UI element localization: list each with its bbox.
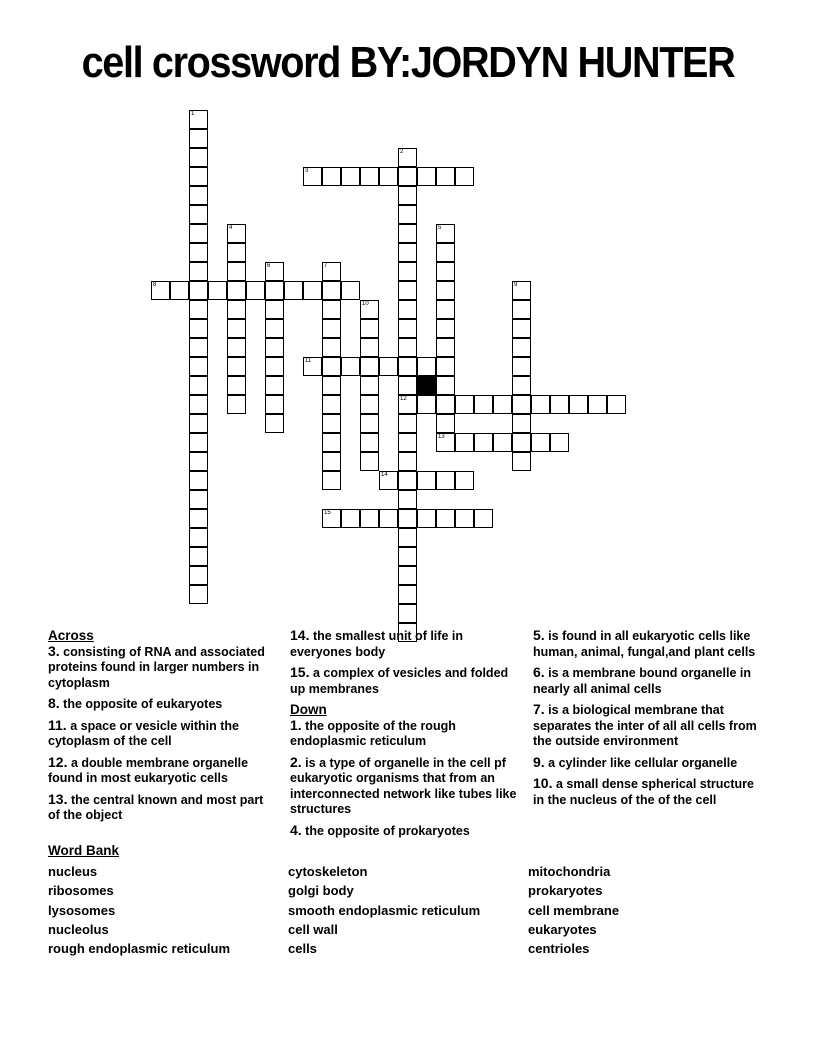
grid-cell[interactable] xyxy=(189,281,208,300)
grid-cell[interactable] xyxy=(436,319,455,338)
grid-cell[interactable] xyxy=(474,509,493,528)
grid-cell[interactable] xyxy=(455,471,474,490)
clue-across-11 xyxy=(48,718,270,750)
clue-across-3 xyxy=(48,644,270,692)
grid-cell[interactable] xyxy=(265,319,284,338)
word-bank-item: centrioles xyxy=(528,941,590,957)
word-bank-item: lysosomes xyxy=(48,902,116,918)
grid-cell[interactable] xyxy=(379,167,398,186)
grid-clue-number: 10 xyxy=(362,301,369,307)
grid-cell[interactable] xyxy=(341,281,360,300)
clue-number: 2. xyxy=(290,753,302,770)
grid-cell[interactable] xyxy=(398,167,417,186)
word-bank-item: cell wall xyxy=(288,921,338,937)
grid-cell[interactable] xyxy=(398,338,417,357)
grid-cell[interactable] xyxy=(398,281,417,300)
grid-cell[interactable] xyxy=(189,224,208,243)
word-bank-item: mitochondria xyxy=(528,864,611,879)
clue-number: 10. xyxy=(533,775,553,791)
grid-clue-number: 1 xyxy=(191,111,195,117)
grid-cell[interactable] xyxy=(398,300,417,319)
grid-cell[interactable] xyxy=(227,262,246,281)
grid-clue-number: 2 xyxy=(400,149,404,155)
grid-clue-number: 12 xyxy=(400,396,407,402)
grid-cell[interactable] xyxy=(303,281,322,300)
grid-clue-number: 4 xyxy=(229,225,233,231)
grid-cell[interactable] xyxy=(493,433,512,452)
clue-down-1 xyxy=(290,718,522,750)
grid-cell[interactable] xyxy=(417,509,436,528)
grid-cell[interactable] xyxy=(398,376,417,395)
grid-cell[interactable] xyxy=(398,357,417,376)
clue-text: a small dense spherical structure in the nucleus of the of the cell xyxy=(533,777,754,807)
clue-across-12 xyxy=(48,755,270,787)
grid-cell[interactable] xyxy=(379,357,398,376)
grid-cell[interactable] xyxy=(189,186,208,205)
across-heading: Across xyxy=(48,628,94,643)
grid-clue-number: 11 xyxy=(305,358,312,364)
clue-number: 15. xyxy=(290,664,310,680)
grid-cell[interactable] xyxy=(265,281,284,300)
grid-cell[interactable] xyxy=(398,433,417,452)
grid-cell[interactable] xyxy=(379,509,398,528)
grid-cell[interactable] xyxy=(265,376,284,395)
grid-cell[interactable] xyxy=(227,243,246,262)
grid-cell[interactable] xyxy=(246,281,265,300)
clue-text: consisting of RNA and associated proteins found in larger numbers in cytoplasm xyxy=(48,644,265,690)
grid-cell[interactable] xyxy=(189,547,208,566)
clue-text: is a biological membrane that separates the inter of all all cells from the outside environment xyxy=(533,703,757,748)
grid-cell[interactable] xyxy=(398,604,417,623)
word-bank-item: golgi body xyxy=(288,883,354,899)
clue-number: 13. xyxy=(48,790,68,807)
grid-cell[interactable] xyxy=(398,547,417,566)
grid-cell[interactable] xyxy=(436,509,455,528)
grid-cell[interactable] xyxy=(360,414,379,433)
grid-cell[interactable] xyxy=(322,433,341,452)
grid-cell[interactable] xyxy=(512,300,531,319)
grid-cell[interactable] xyxy=(265,414,284,433)
grid-cell[interactable] xyxy=(360,319,379,338)
clue-text: the central known and most part of the object xyxy=(48,792,264,822)
clue-down-5 xyxy=(533,628,765,660)
grid-cell[interactable] xyxy=(189,243,208,262)
grid-cell[interactable] xyxy=(417,395,436,414)
grid-clue-number: 9 xyxy=(514,282,518,288)
grid-cell[interactable] xyxy=(398,566,417,585)
grid-cell[interactable] xyxy=(417,167,436,186)
clue-number: 14. xyxy=(290,627,310,643)
grid-cell[interactable] xyxy=(398,452,417,471)
grid-clue-number: 15 xyxy=(324,510,331,516)
grid-cell[interactable] xyxy=(189,566,208,585)
word-bank-item: nucleus xyxy=(48,864,98,879)
page-title: cell crossword BY:JORDYN HUNTER xyxy=(81,38,735,87)
grid-cell[interactable] xyxy=(189,167,208,186)
clue-number: 12. xyxy=(48,753,68,770)
grid-cell[interactable] xyxy=(512,338,531,357)
grid-cell[interactable] xyxy=(322,281,341,300)
clue-text: the opposite of the rough endoplasmic reticulum xyxy=(290,718,456,748)
word-bank-item: prokaryotes xyxy=(528,883,603,899)
clue-text: is found in all eukaryotic cells like human, animal, fungal,and plant cells xyxy=(533,629,756,659)
grid-cell[interactable] xyxy=(398,224,417,243)
grid-cell[interactable] xyxy=(436,414,455,433)
clue-number: 9. xyxy=(533,753,545,770)
grid-cell[interactable] xyxy=(170,281,189,300)
grid-cell[interactable] xyxy=(436,471,455,490)
grid-cell[interactable] xyxy=(227,357,246,376)
grid-cell[interactable] xyxy=(227,376,246,395)
grid-cell[interactable] xyxy=(588,395,607,414)
clues-column-1 xyxy=(48,628,270,829)
clue-text: a complex of vesicles and folded up membranes xyxy=(290,666,509,696)
clue-number: 3. xyxy=(48,642,60,659)
grid-cell[interactable] xyxy=(436,376,455,395)
word-bank-item: nucleolus xyxy=(48,921,109,937)
grid-cell[interactable] xyxy=(398,319,417,338)
grid-cell[interactable] xyxy=(398,471,417,490)
grid-cell[interactable] xyxy=(436,395,455,414)
clue-number: 6. xyxy=(533,664,545,680)
grid-cell[interactable] xyxy=(322,395,341,414)
grid-cell[interactable] xyxy=(455,433,474,452)
clue-text: a double membrane organelle found in most eukaryotic cells xyxy=(48,755,249,785)
grid-cell[interactable] xyxy=(189,452,208,471)
grid-cell[interactable] xyxy=(531,433,550,452)
clue-across-14 xyxy=(290,628,522,660)
grid-cell[interactable] xyxy=(265,357,284,376)
clue-text: the smallest unit of life in everyones body xyxy=(290,629,463,659)
clue-text: a cylinder like cellular organelle xyxy=(548,755,738,770)
word-bank-item: cytoskeleton xyxy=(288,864,368,879)
grid-cell[interactable] xyxy=(265,338,284,357)
grid-cell[interactable] xyxy=(284,281,303,300)
grid-cell[interactable] xyxy=(493,395,512,414)
grid-cell[interactable] xyxy=(417,471,436,490)
word-bank-item: eukaryotes xyxy=(528,921,597,937)
clue-text: is a membrane bound organelle in nearly all animal cells xyxy=(533,666,751,696)
clue-text: the opposite of prokaryotes xyxy=(305,823,470,838)
grid-cell[interactable] xyxy=(189,338,208,357)
grid-cell[interactable] xyxy=(227,300,246,319)
down-heading: Down xyxy=(290,702,327,717)
grid-black-cell xyxy=(417,376,436,395)
grid-cell[interactable] xyxy=(398,414,417,433)
grid-cell[interactable] xyxy=(360,338,379,357)
clue-down-10 xyxy=(533,776,765,808)
grid-cell[interactable] xyxy=(322,376,341,395)
grid-cell[interactable] xyxy=(398,262,417,281)
grid-cell[interactable] xyxy=(455,509,474,528)
grid-cell[interactable] xyxy=(512,452,531,471)
grid-cell[interactable] xyxy=(189,585,208,604)
grid-cell[interactable] xyxy=(360,452,379,471)
clue-across-15 xyxy=(290,665,522,697)
grid-cell[interactable] xyxy=(189,148,208,167)
grid-cell[interactable] xyxy=(189,376,208,395)
clue-across-8 xyxy=(48,696,270,713)
grid-cell[interactable] xyxy=(436,262,455,281)
grid-cell[interactable] xyxy=(189,300,208,319)
grid-cell[interactable] xyxy=(436,300,455,319)
clue-number: 5. xyxy=(533,627,545,643)
grid-cell[interactable] xyxy=(322,357,341,376)
grid-cell[interactable] xyxy=(417,357,436,376)
grid-cell[interactable] xyxy=(322,319,341,338)
grid-clue-number: 6 xyxy=(267,263,271,269)
grid-cell[interactable] xyxy=(189,509,208,528)
grid-clue-number: 3 xyxy=(305,168,309,174)
word-bank-item: cell membrane xyxy=(528,902,620,918)
grid-cell[interactable] xyxy=(189,395,208,414)
clue-down-7 xyxy=(533,702,765,750)
grid-cell[interactable] xyxy=(360,509,379,528)
grid-cell[interactable] xyxy=(474,433,493,452)
grid-cell[interactable] xyxy=(569,395,588,414)
clue-number: 1. xyxy=(290,716,302,733)
grid-cell[interactable] xyxy=(189,129,208,148)
grid-cell[interactable] xyxy=(189,433,208,452)
clue-number: 4. xyxy=(290,821,302,838)
grid-cell[interactable] xyxy=(398,490,417,509)
grid-cell[interactable] xyxy=(341,357,360,376)
grid-clue-number: 13 xyxy=(438,434,445,440)
grid-cell[interactable] xyxy=(322,452,341,471)
grid-cell[interactable] xyxy=(474,395,493,414)
grid-cell[interactable] xyxy=(607,395,626,414)
grid-cell[interactable] xyxy=(227,319,246,338)
word-bank-column-2 xyxy=(288,862,480,958)
grid-clue-number: 8 xyxy=(153,282,157,288)
grid-cell[interactable] xyxy=(398,205,417,224)
grid-cell[interactable] xyxy=(436,338,455,357)
grid-cell[interactable] xyxy=(227,281,246,300)
grid-cell[interactable] xyxy=(322,300,341,319)
grid-cell[interactable] xyxy=(360,376,379,395)
clue-text: is a type of organelle in the cell pf eukaryotic organisms that from an interconnected network like tubes like structures xyxy=(290,755,517,816)
grid-cell[interactable] xyxy=(398,528,417,547)
grid-clue-number: 14 xyxy=(381,472,388,478)
word-bank-item: cells xyxy=(288,941,317,957)
grid-cell[interactable] xyxy=(360,395,379,414)
grid-cell[interactable] xyxy=(436,167,455,186)
grid-cell[interactable] xyxy=(512,414,531,433)
grid-cell[interactable] xyxy=(189,357,208,376)
grid-cell[interactable] xyxy=(189,414,208,433)
grid-cell[interactable] xyxy=(550,395,569,414)
grid-cell[interactable] xyxy=(360,357,379,376)
clue-across-13 xyxy=(48,792,270,824)
grid-cell[interactable] xyxy=(322,414,341,433)
grid-cell[interactable] xyxy=(227,338,246,357)
grid-cell[interactable] xyxy=(512,357,531,376)
clue-number: 7. xyxy=(533,701,545,717)
grid-cell[interactable] xyxy=(189,319,208,338)
grid-cell[interactable] xyxy=(227,395,246,414)
clues-column-3 xyxy=(533,628,765,813)
clues-column-2 xyxy=(290,628,522,844)
grid-cell[interactable] xyxy=(512,319,531,338)
grid-clue-number: 7 xyxy=(324,263,328,269)
grid-cell[interactable] xyxy=(398,243,417,262)
grid-cell[interactable] xyxy=(436,243,455,262)
grid-cell[interactable] xyxy=(322,471,341,490)
grid-cell[interactable] xyxy=(398,186,417,205)
grid-cell[interactable] xyxy=(512,395,531,414)
grid-cell[interactable] xyxy=(550,433,569,452)
grid-cell[interactable] xyxy=(341,509,360,528)
grid-cell[interactable] xyxy=(455,167,474,186)
grid-cell[interactable] xyxy=(322,338,341,357)
word-bank-item: rough endoplasmic reticulum xyxy=(48,941,231,957)
grid-cell[interactable] xyxy=(398,585,417,604)
grid-cell[interactable] xyxy=(512,376,531,395)
grid-cell[interactable] xyxy=(531,395,550,414)
grid-cell[interactable] xyxy=(189,262,208,281)
grid-cell[interactable] xyxy=(265,395,284,414)
word-bank-column-3 xyxy=(528,862,619,958)
grid-cell[interactable] xyxy=(360,167,379,186)
grid-cell[interactable] xyxy=(189,471,208,490)
grid-clue-number: 5 xyxy=(438,225,442,231)
clue-text: a space or vesicle within the cytoplasm of the cell xyxy=(48,718,240,748)
clue-number: 11. xyxy=(48,716,67,733)
clue-down-2 xyxy=(290,755,522,818)
grid-cell[interactable] xyxy=(436,357,455,376)
grid-cell[interactable] xyxy=(189,528,208,547)
clue-number: 8. xyxy=(48,695,60,711)
grid-cell[interactable] xyxy=(455,395,474,414)
clue-down-6 xyxy=(533,665,765,697)
grid-cell[interactable] xyxy=(322,167,341,186)
grid-cell[interactable] xyxy=(189,490,208,509)
grid-cell[interactable] xyxy=(398,509,417,528)
word-bank-item: ribosomes xyxy=(48,883,114,899)
word-bank-heading: Word Bank xyxy=(48,843,120,858)
grid-cell[interactable] xyxy=(436,281,455,300)
grid-cell[interactable] xyxy=(512,433,531,452)
clue-down-9 xyxy=(533,755,765,772)
grid-cell[interactable] xyxy=(341,167,360,186)
word-bank-column-1 xyxy=(48,862,230,958)
grid-cell[interactable] xyxy=(208,281,227,300)
clue-text: the opposite of eukaryotes xyxy=(63,697,223,711)
clue-down-4 xyxy=(290,823,522,840)
word-bank-item: smooth endoplasmic reticulum xyxy=(288,902,481,918)
grid-cell[interactable] xyxy=(189,205,208,224)
grid-cell[interactable] xyxy=(265,300,284,319)
grid-cell[interactable] xyxy=(360,433,379,452)
